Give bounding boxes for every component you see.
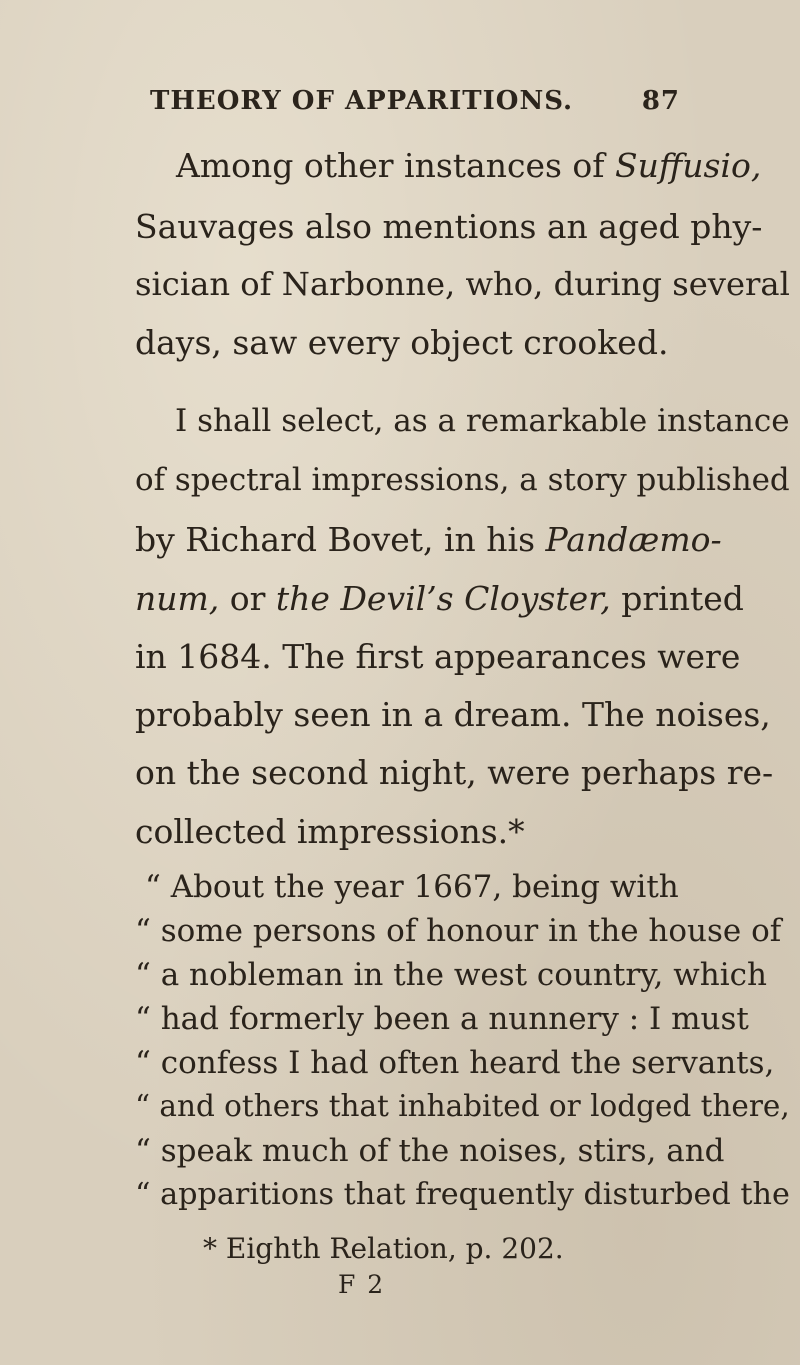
- italic-term: Suffusio,: [614, 146, 762, 185]
- page-number: 87: [641, 86, 680, 116]
- quoted-line: “ a nobleman in the west country, which: [135, 957, 768, 993]
- text-line: of spectral impressions, a story published: [135, 462, 790, 498]
- quoted-line: “ speak much of the noises, stirs, and: [135, 1133, 725, 1169]
- quoted-line: “ and others that inhabited or lodged there,: [135, 1089, 790, 1123]
- italic-title: Pandæmo-: [545, 520, 722, 559]
- italic-title: the Devil’s Cloyster,: [275, 579, 611, 618]
- text-line: [135, 520, 722, 559]
- text-line: [176, 146, 762, 185]
- quoted-line: “ confess I had often heard the servants,: [135, 1045, 775, 1081]
- text-run: printed: [610, 579, 744, 618]
- text-line: on the second night, were perhaps re-: [135, 753, 774, 792]
- text-run: by Richard Bovet, in his: [135, 520, 546, 559]
- text-line: collected impressions.*: [135, 812, 525, 851]
- footnote: * Eighth Relation, p. 202.: [203, 1232, 564, 1265]
- text-line: Sauvages also mentions an aged phy-: [135, 207, 763, 246]
- text-run: Among other instances of: [176, 146, 615, 185]
- quoted-line: “ some persons of honour in the house of: [135, 913, 782, 949]
- running-head: [150, 86, 680, 116]
- text-line: probably seen in a dream. The noises,: [135, 695, 771, 734]
- quoted-line: “ apparitions that frequently disturbed the: [135, 1177, 790, 1212]
- text-line: days, saw every object crooked.: [135, 323, 669, 362]
- text-run: or: [219, 579, 276, 618]
- italic-title: num,: [135, 579, 220, 618]
- text-line: I shall select, as a remarkable instance: [175, 403, 790, 439]
- text-line: in 1684. The first appearances were: [135, 637, 741, 676]
- text-line: sician of Narbonne, who, during several: [135, 265, 790, 303]
- quoted-line: “ About the year 1667, being with: [145, 869, 679, 905]
- quoted-line: “ had formerly been a nunnery : I must: [135, 1001, 749, 1037]
- text-line: [135, 579, 744, 618]
- signature-mark: F 2: [338, 1270, 386, 1299]
- running-head-title: THEORY OF APPARITIONS.: [150, 86, 574, 116]
